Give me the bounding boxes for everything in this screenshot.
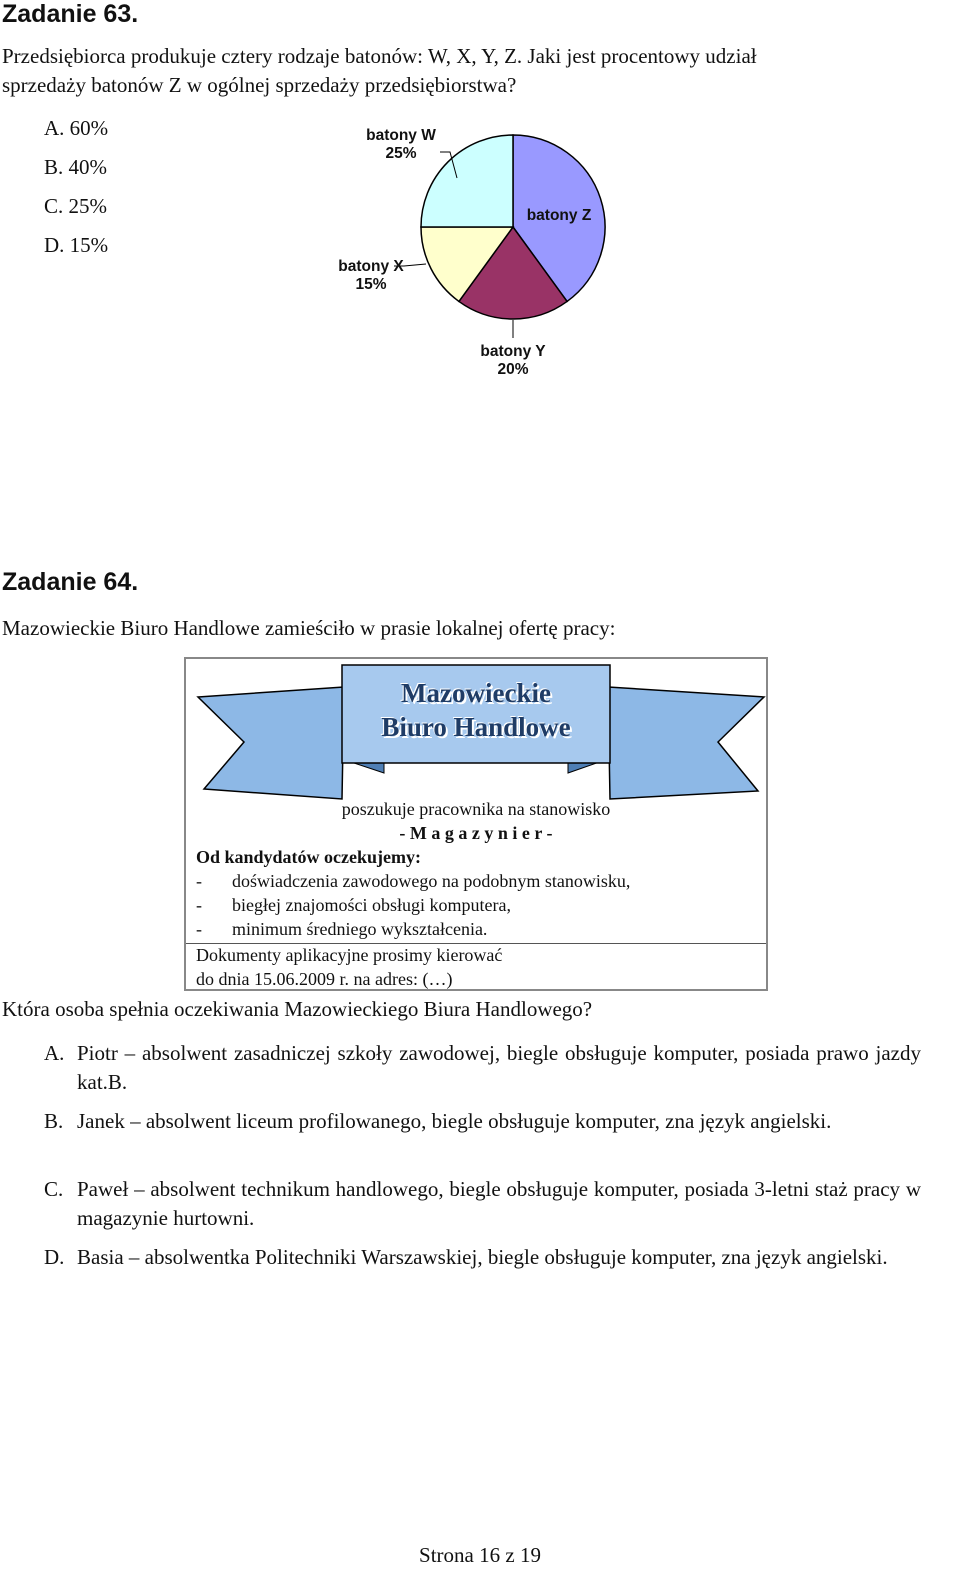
ad-req-dash-2: - — [196, 895, 202, 915]
pie-label-x — [326, 258, 416, 294]
pie-label-x-name: batony X — [338, 258, 404, 275]
option-a-letter: A. — [44, 1041, 65, 1065]
ad-req-3: minimum średniego wykształcenia. — [232, 919, 488, 939]
task63-heading: Zadanie 63. — [2, 0, 139, 28]
option-c-letter: C. — [44, 1177, 64, 1201]
option-d-text: Basia – absolwentka Politechniki Warszawskiej, biegle obsługuje komputer, zna język angielski. — [77, 1245, 888, 1269]
ad-position: - M a g a z y n i e r - — [399, 823, 553, 843]
ad-requirements-heading: Od kandydatów oczekujemy: — [196, 847, 422, 867]
task63-answer-c: C. 25% — [44, 194, 107, 218]
option-c-text: Paweł – absolwent technikum handlowego, biegle obsługuje komputer, posiada 3-letni staż pracy w magazynie hurtowni. — [77, 1177, 921, 1230]
option-b-text: Janek – absolwent liceum profilowanego, biegle obsługuje komputer, zna język angielski. — [77, 1109, 832, 1133]
task64-heading: Zadanie 64. — [2, 568, 139, 596]
ad-seeking: poszukuje pracownika na stanowisko — [341, 799, 611, 819]
pie-label-y-name: batony Y — [480, 343, 546, 360]
pie-label-w-name: batony W — [366, 127, 436, 144]
task63-question-line2: sprzedaży batonów Z w ogólnej sprzedaży przedsiębiorstwa? — [2, 73, 517, 97]
ad-req-2: biegłej znajomości obsługi komputera, — [232, 895, 511, 915]
task64-option-b — [44, 1107, 954, 1165]
pie-label-y-value: 20% — [497, 361, 529, 378]
task63-answer-d: D. 15% — [44, 233, 109, 257]
pie-label-z — [516, 207, 602, 225]
ad-divider — [186, 943, 766, 944]
pie-label-y — [468, 343, 558, 379]
banner-line2: Biuro Handlowe — [381, 712, 571, 742]
option-b-letter: B. — [44, 1109, 64, 1133]
pie-label-w-value: 25% — [385, 145, 417, 162]
pie-label-x-value: 15% — [355, 276, 387, 293]
pie-label-z-name: batony Z — [526, 207, 592, 224]
pie-label-w — [356, 127, 446, 163]
task63-question-line1: Przedsiębiorca produkuje cztery rodzaje batonów: W, X, Y, Z. Jaki jest procentowy udział — [2, 44, 757, 68]
ad-docs-line2: do dnia 15.06.2009 r. na adres: (…) — [196, 969, 453, 989]
task64-option-c — [44, 1175, 954, 1233]
ad-req-dash-3: - — [196, 919, 202, 939]
banner-line1: Mazowieckie — [401, 678, 551, 708]
ad-req-dash-1: - — [196, 871, 202, 891]
option-a-text: Piotr – absolwent zasadniczej szkoły zawodowej, biegle obsługuje komputer, posiada prawo jazdy kat.B. — [77, 1041, 921, 1094]
task63-answer-b: B. 40% — [44, 155, 107, 179]
task64-option-a — [44, 1039, 954, 1097]
task64-question: Która osoba spełnia oczekiwania Mazowieckiego Biura Handlowego? — [2, 997, 593, 1021]
task64-option-d — [44, 1243, 954, 1301]
page-number: Strona 16 z 19 — [419, 1543, 541, 1567]
ad-docs-line1: Dokumenty aplikacyjne prosimy kierować — [196, 945, 503, 965]
task63-answer-a: A. 60% — [44, 116, 109, 140]
option-d-letter: D. — [44, 1245, 65, 1269]
ad-req-1: doświadczenia zawodowego na podobnym stanowisku, — [232, 871, 631, 891]
task64-intro: Mazowieckie Biuro Handlowe zamieściło w prasie lokalnej ofertę pracy: — [2, 616, 616, 640]
banner-title — [342, 676, 610, 744]
